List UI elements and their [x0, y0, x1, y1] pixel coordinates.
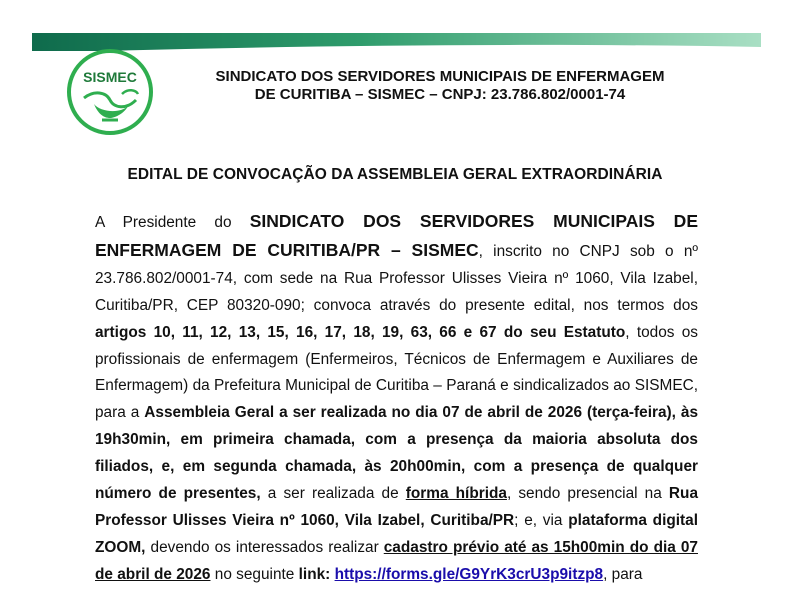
assembly-address: Rua Professor Ulisses Vieira nº 1060, Vila Izabel, Curitiba/PR — [95, 485, 698, 529]
header-line-2: DE CURITIBA – SISMEC – CNPJ: 23.786.802/0001-74 — [254, 86, 626, 103]
svg-text:SISMEC: SISMEC — [83, 69, 137, 85]
zoom-platform: plataforma digital ZOOM, — [95, 511, 698, 556]
text-run: , inscrito no CNPJ sob o nº 23.786.802/0001-74, com sede na Rua Professor Ulisses Vieira nº 1060, Vila Izabel, Curitiba/PR, CEP 80320-090; convoca através do presente edital, nos termos dos — [95, 242, 699, 314]
text-run: , para — [603, 565, 643, 583]
statute-articles: artigos 10, 11, 12, 13, 15, 16, 17, 18, 19, 63, 66 e 67 do seu Estatuto — [95, 323, 626, 341]
sismec-logo — [66, 48, 154, 136]
assembly-details: Assembleia Geral a ser realizada no dia 07 de abril de 2026 (terça-feira), às 19h30min, em primeira chamada, com a presença da maioria absoluta dos filiados, e, em segunda chamada, às 20h00min, com a presença de qualquer número de presentes, — [95, 404, 699, 503]
convocation-body — [95, 208, 698, 589]
text-run: , todos os profissionais de enfermagem (Enfermeiros, Técnicos de Enfermagem e Auxiliares de Enfermagem) da Prefeitura Municipal de Curitiba – Paraná e sindicalizados ao SISMEC, para a — [95, 323, 699, 422]
text-run: , sendo presencial na — [506, 485, 669, 503]
hybrid-format: forma híbrida — [405, 485, 507, 503]
text-run: devendo os interessados realizar — [145, 538, 384, 556]
link-label: link: — [298, 565, 331, 583]
registration-deadline: cadastro prévio até as 15h00min do dia 07 de abril de 2026 — [95, 538, 698, 583]
registration-form-link[interactable]: https://forms.gle/G9YrK3crU3p9itzp8 — [334, 565, 604, 583]
header-line-1: SINDICATO DOS SERVIDORES MUNICIPAIS DE ENFERMAGEM — [215, 68, 665, 85]
text-run: a ser realizada de — [260, 485, 406, 503]
union-name: SINDICATO DOS SERVIDORES MUNICIPAIS DE ENFERMAGEM DE CURITIBA/PR – SISMEC — [95, 211, 698, 260]
document-title: EDITAL DE CONVOCAÇÃO DA ASSEMBLEIA GERAL EXTRAORDINÁRIA — [127, 166, 663, 183]
text-run: ; e, via — [514, 511, 569, 529]
text-run: no seguinte — [210, 565, 299, 583]
text-run: A Presidente do — [95, 214, 250, 231]
convocation-paragraph — [95, 208, 698, 589]
union-header — [160, 68, 720, 104]
